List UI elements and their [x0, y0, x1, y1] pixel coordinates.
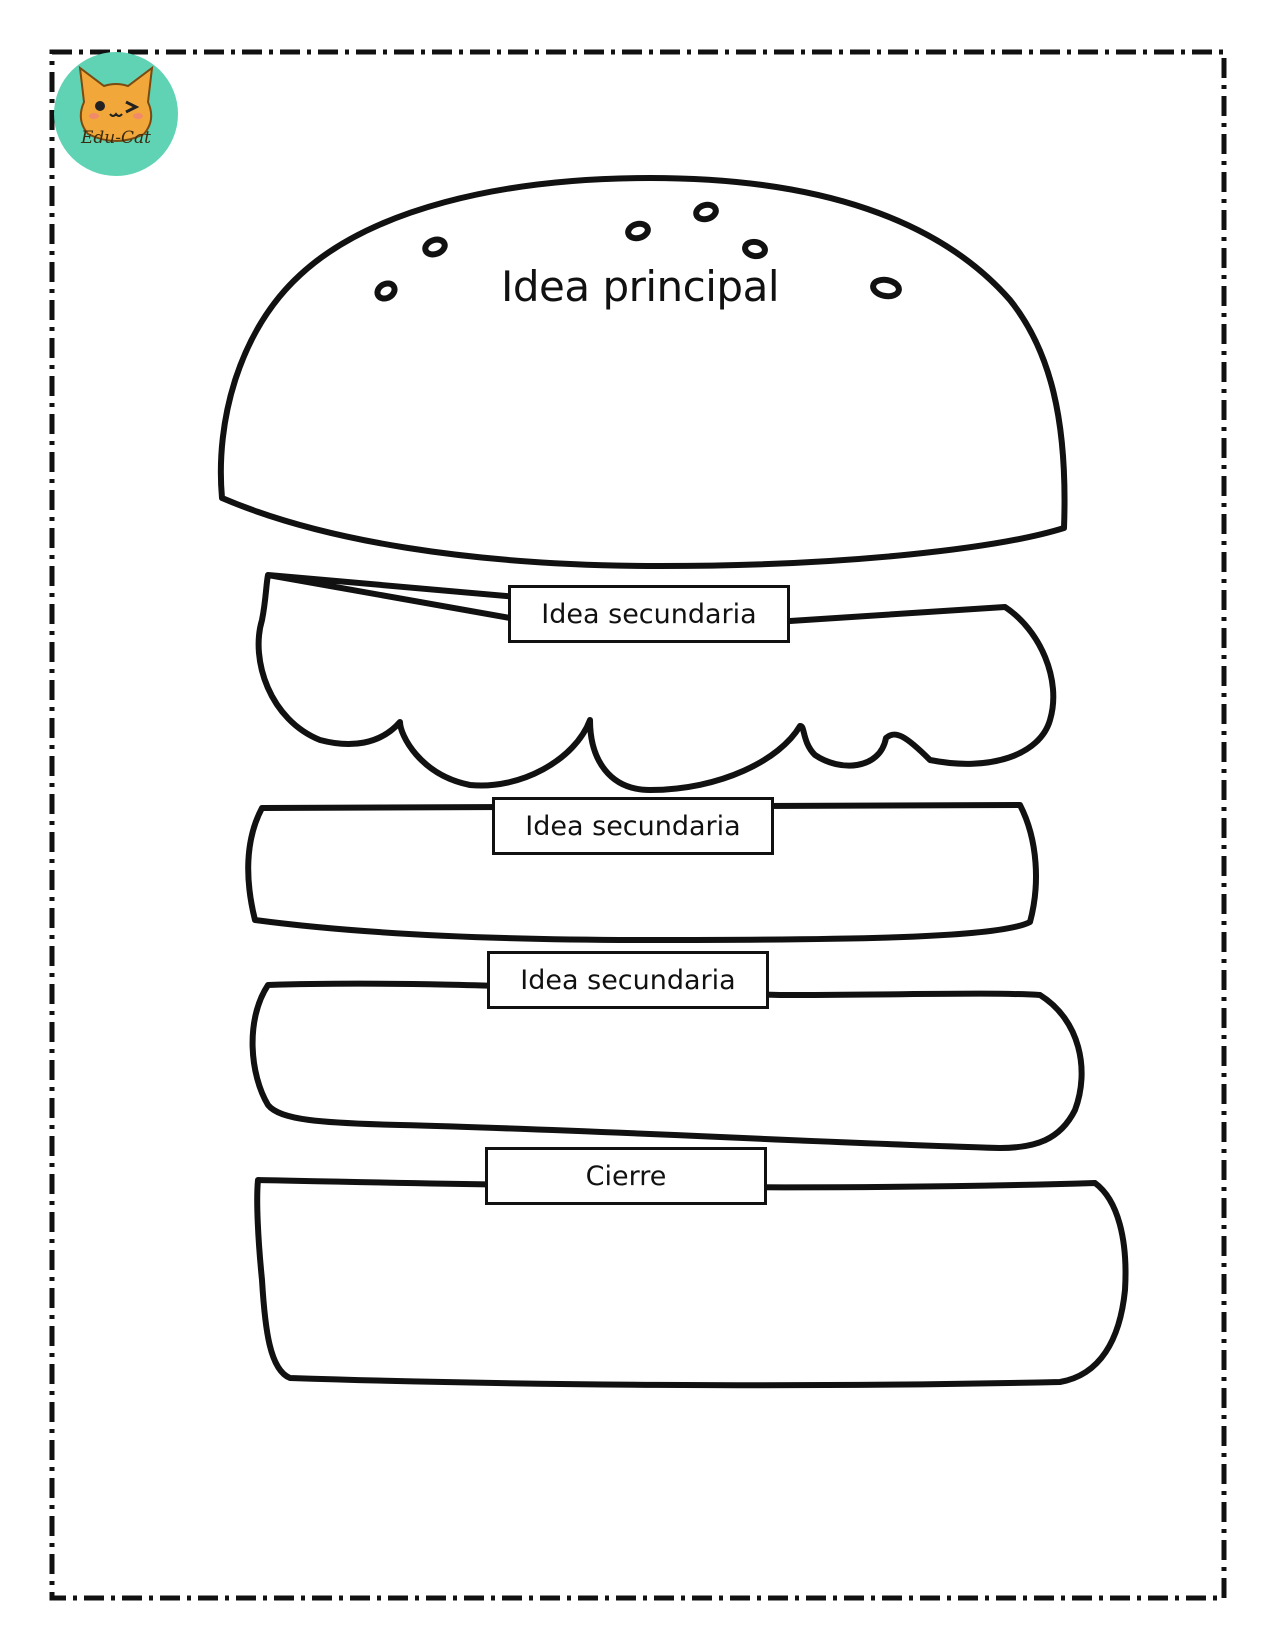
secondary-idea-label-2: Idea secundaria — [492, 797, 774, 855]
sesame-seed — [744, 240, 766, 257]
bottom-bun-shape — [257, 1180, 1125, 1385]
sesame-seed — [627, 222, 650, 241]
edu-cat-logo — [54, 52, 178, 176]
main-idea-title: Idea principal — [500, 262, 780, 311]
secondary-idea-label-3: Idea secundaria — [487, 951, 769, 1009]
sesame-seed — [695, 203, 718, 222]
closing-label: Cierre — [485, 1147, 767, 1205]
sesame-seed — [872, 278, 900, 298]
logo-text: Edu-Cat — [81, 128, 151, 148]
cat-face-icon — [54, 52, 178, 176]
secondary-idea-label-1: Idea secundaria — [508, 585, 790, 643]
